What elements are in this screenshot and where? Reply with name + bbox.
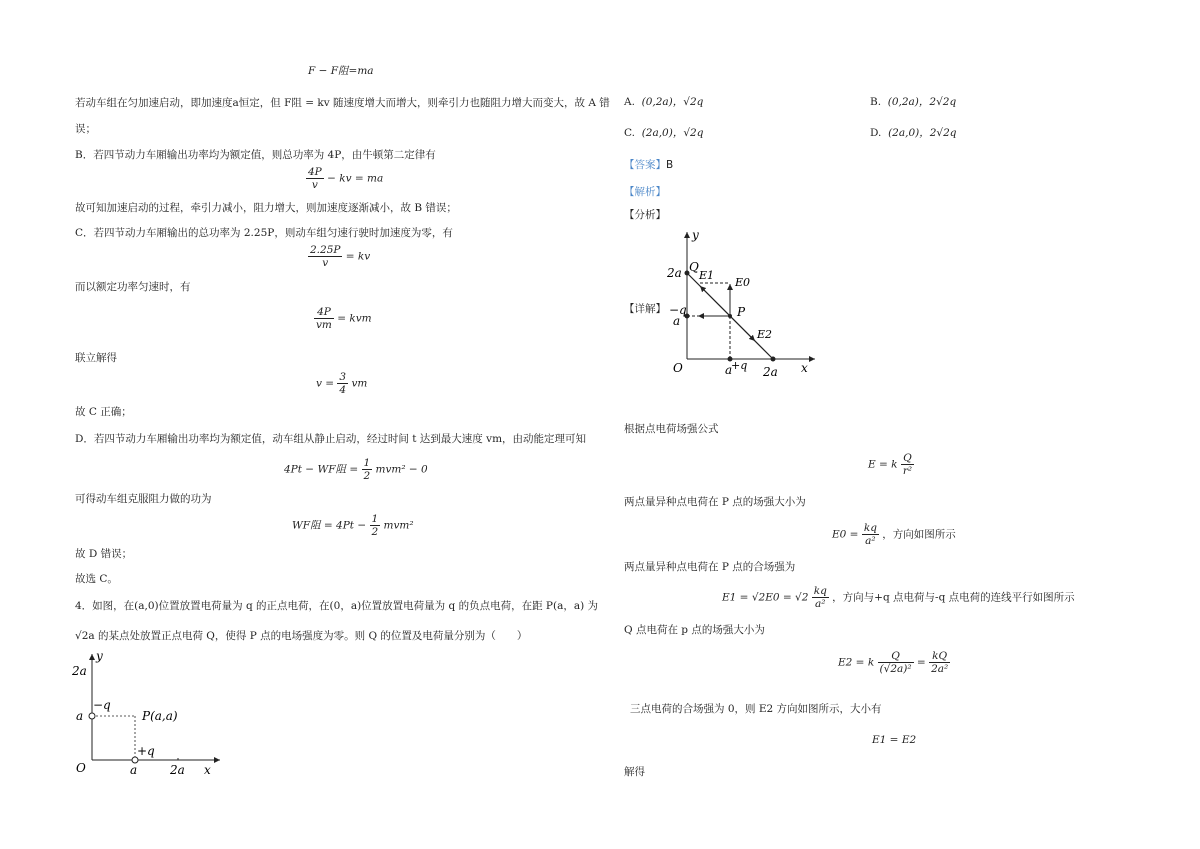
- equation-c1: $\frac{2.25P}{v}$ = kv: [310, 244, 371, 269]
- tick-2a-y: 2a: [72, 664, 87, 678]
- negative-charge-label: −q: [93, 698, 111, 712]
- origin-label: O: [76, 761, 86, 775]
- answer-value: B: [666, 159, 674, 171]
- tick-2a-x: 2a: [170, 763, 185, 777]
- paragraph-e1: 两点量异种点电荷在 P 点的合场强为: [624, 561, 796, 573]
- e2-vector: [730, 316, 755, 341]
- y-axis-label: y: [692, 228, 699, 242]
- tick-2a-y: 2a: [667, 266, 682, 280]
- paragraph-option-a-end: 误；: [75, 123, 96, 135]
- paragraph-option-b: B．若四节动力车厢输出功率均为额定值，则总功率为 4P，由牛顿第二定律有: [75, 149, 436, 161]
- equation-d1: 4Pt − WF阻 = $\frac{1}{2}$ mvm² − 0: [284, 457, 428, 482]
- tick-a-x: a: [725, 363, 733, 377]
- question-4-text-line2: √2a 的某点处放置正点电荷 Q，使得 P 点的电场强度为零。则 Q 的位置及电荷量分别为（ ）: [75, 630, 528, 642]
- paragraph-option-b-conclusion: 故可知加速启动的过程，牵引力减小，阻力增大，则加速度逐渐减小，故 B 错误；: [75, 202, 457, 214]
- point-p-label: P: [737, 305, 746, 319]
- option-c[interactable]: C. (2a,0)，√2q: [624, 127, 704, 139]
- equation-c3: v = $\frac{3}{4}$ vm: [316, 371, 368, 396]
- analysis-heading: 【分析】: [624, 209, 666, 221]
- e0-label: E0: [735, 276, 751, 289]
- paragraph-work: 可得动车组克服阻力做的功为: [75, 493, 212, 505]
- paragraph-option-d: D．若四节动力车厢输出功率均为额定值，动车组从静止启动，经过时间 t 达到最大速度 vm，由动能定理可知: [75, 433, 587, 445]
- paragraph-e2: Q 点电荷在 p 点的场强大小为: [624, 624, 765, 636]
- question-4-text: 4．如图，在(a,0)位置放置电荷量为 q 的正点电荷，在(0，a)位置放置电荷量为 q 的负点电荷，在距 P(a，a) 为: [75, 600, 599, 612]
- equation-newton: F − F阻=ma: [308, 65, 374, 77]
- negative-charge: [89, 713, 95, 719]
- tick-a-x: a: [130, 763, 138, 777]
- option-d[interactable]: D. (2a,0)，2√2q: [870, 127, 957, 139]
- y-axis-label: y: [96, 649, 103, 663]
- equation-field: E = k $\frac{Q}{\text{r²}}$: [868, 452, 913, 477]
- tick-a-y: a: [76, 709, 84, 723]
- paragraph-field-formula: 根据点电荷场强公式: [624, 423, 719, 435]
- origin-label: O: [673, 361, 683, 375]
- equation-e2: E2 = k $\frac{Q}{\text{(√2a)²}}$ = $\frac{kQ}{\text{2a²}}$: [838, 650, 949, 675]
- answer-line: [624, 158, 673, 172]
- equation-e0: E0 = $\frac{kq}{\text{a²}}$ ，方向如图所示: [832, 522, 956, 547]
- paragraph-solve: 联立解得: [75, 352, 117, 364]
- x-axis-label: x: [801, 361, 808, 375]
- paragraph-option-c-correct: 故 C 正确；: [75, 406, 132, 418]
- positive-charge-label: +q: [137, 744, 155, 758]
- paragraph-option-c: C．若四节动力车厢输出的总功率为 2.25P，则动车组匀速行驶时加速度为零，有: [75, 227, 453, 239]
- negative-charge-label: −q: [669, 303, 687, 317]
- equation-e1-e2: E1 = E2: [872, 734, 917, 746]
- equation-c2: $\frac{4P}{vm}$ = kvm: [316, 306, 372, 331]
- answer-tag: 【答案】: [624, 159, 666, 171]
- e1-label: E1: [699, 269, 715, 282]
- question-figure: [70, 648, 230, 778]
- point-2a: [771, 357, 776, 362]
- paragraph-solution: 解得: [624, 766, 645, 778]
- paragraph-net-field: 三点电荷的合场强为 0，则 E2 方向如图所示，大小有: [630, 703, 882, 715]
- point-p: [728, 314, 732, 318]
- point-p-label: P(a,a): [142, 709, 178, 723]
- equation-b: $\frac{4P}{v}$ − kv = ma: [308, 166, 384, 191]
- paragraph-e0: 两点量异种点电荷在 P 点的场强大小为: [624, 496, 806, 508]
- x-axis-label: x: [204, 763, 211, 777]
- detail-heading: 【详解】: [624, 303, 666, 315]
- e1-vector: [700, 286, 730, 316]
- tick-a-y: a: [673, 314, 681, 328]
- charge-q-label: Q: [689, 260, 699, 274]
- paragraph-option-a: 若动车组在匀加速启动，即加速度a恒定，但 F阻 = kv 随速度增大而增大，则牵引力也随阻力增大而变大，故 A 错: [75, 97, 610, 109]
- option-b[interactable]: B. (0,2a)，2√2q: [870, 96, 957, 108]
- equation-e1: E1 = √2E0 = √2 $\frac{kq}{\text{a²}}$ ，方向与+q 点电荷与-q 点电荷的连线平行如图所示: [722, 585, 1075, 610]
- equation-d2: WF阻 = 4Pt − $\frac{1}{2}$ mvm²: [292, 513, 414, 538]
- paragraph-answer-c: 故选 C。: [75, 573, 118, 585]
- positive-charge-label: +q: [731, 359, 748, 372]
- paragraph-option-d-wrong: 故 D 错误；: [75, 548, 133, 560]
- solution-figure: [665, 226, 825, 386]
- option-a[interactable]: A. (0,2a)，√2q: [624, 96, 704, 108]
- analysis-tag: 【解析】: [624, 186, 666, 198]
- paragraph-rated-power: 而以额定功率匀速时，有: [75, 281, 191, 293]
- e2-label: E2: [757, 328, 773, 341]
- tick-2a-x: 2a: [763, 365, 778, 379]
